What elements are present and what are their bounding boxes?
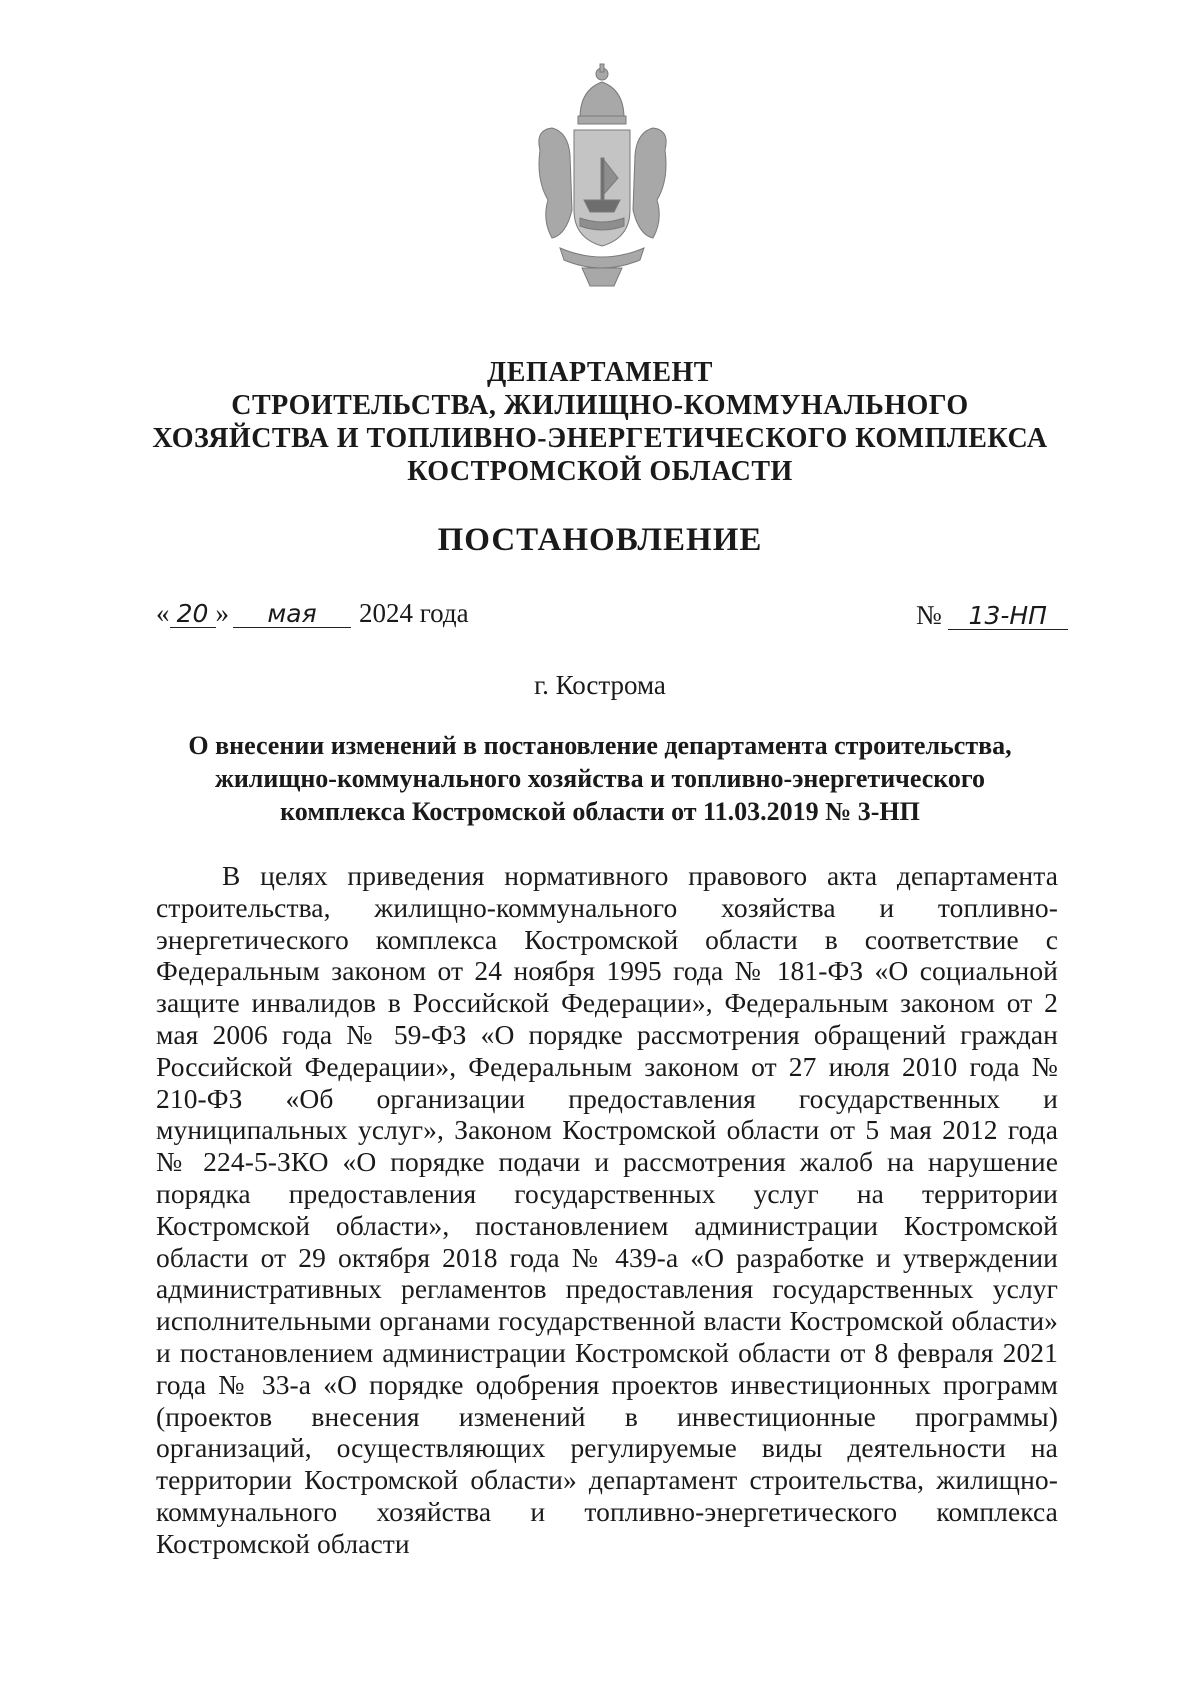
document-subject [150, 729, 1050, 828]
coat-of-arms-emblem [530, 60, 675, 292]
subject-line: жилищно-коммунального хозяйства и топливно-энергетического [214, 764, 986, 793]
document-date [156, 598, 469, 629]
document-type-title: ПОСТАНОВЛЕНИЕ [437, 522, 763, 558]
body-paragraph: В целях приведения нормативного правового акта департамента строительства, жилищно-коммунального хозяйства и топливно-энергетического комплекса Костромской области в соответствие с Федеральным законом от 24 ноября 1995 года № 181-ФЗ «О социальной защите инвалидов в Российской Федерации», Федеральным законом от 2 мая 2006 года № 59-ФЗ «О порядке рассмотрения обращений граждан Российской Федерации», Федеральным законом от 27 июля 2010 года № 210-ФЗ «Об организации предоставления государственных и муниципальных услуг», Законом Костромской области от 5 мая 2012 года № 224-5-ЗКО «О порядке подачи и рассмотрения жалоб на нарушение порядка предоставления государственных услуг на территории Костромской области», постановлением администрации Костромской области от 29 октября 2018 года № 439-а «О разработке и утверждении административных регламентов предоставления государственных услуг исполнительными органами государственной власти Костромской области» и постановлением администрации Костромской области от 8 февраля 2021 года № 33-а «О порядке одобрения проектов инвестиционных программ (проектов внесения изменений в инвестиционные программы) организаций, осуществляющих регулируемые виды деятельности на территории Костромской области» департамент строительства, жилищно-коммунального хозяйства и топливно-энергетического комплекса Костромской области [156, 860, 1058, 1559]
department-header [100, 356, 1100, 488]
number-value-handwritten: 13-НП [948, 603, 1068, 630]
date-day-handwritten: 20 [170, 601, 216, 628]
subject-line: комплекса Костромской области от 11.03.2019 № 3-НП [280, 797, 920, 826]
document-number [916, 600, 1068, 631]
date-close-quote: » [215, 598, 229, 628]
subject-line: О внесении изменений в постановление департамента строительства, [188, 731, 1012, 760]
city: г. Кострома [534, 670, 666, 700]
date-month-handwritten: мая [233, 601, 351, 628]
header-line: СТРОИТЕЛЬСТВА, ЖИЛИЩНО-КОММУНАЛЬНОГО [231, 390, 969, 421]
number-prefix: № [916, 600, 942, 630]
header-line: ХОЗЯЙСТВА И ТОПЛИВНО-ЭНЕРГЕТИЧЕСКОГО КОМПЛЕКСА [152, 423, 1048, 454]
header-line: ДЕПАРТАМЕНТ [487, 357, 713, 388]
header-line: КОСТРОМСКОЙ ОБЛАСТИ [407, 456, 793, 487]
date-year: 2024 года [359, 598, 469, 628]
date-open-quote: « [156, 598, 170, 628]
